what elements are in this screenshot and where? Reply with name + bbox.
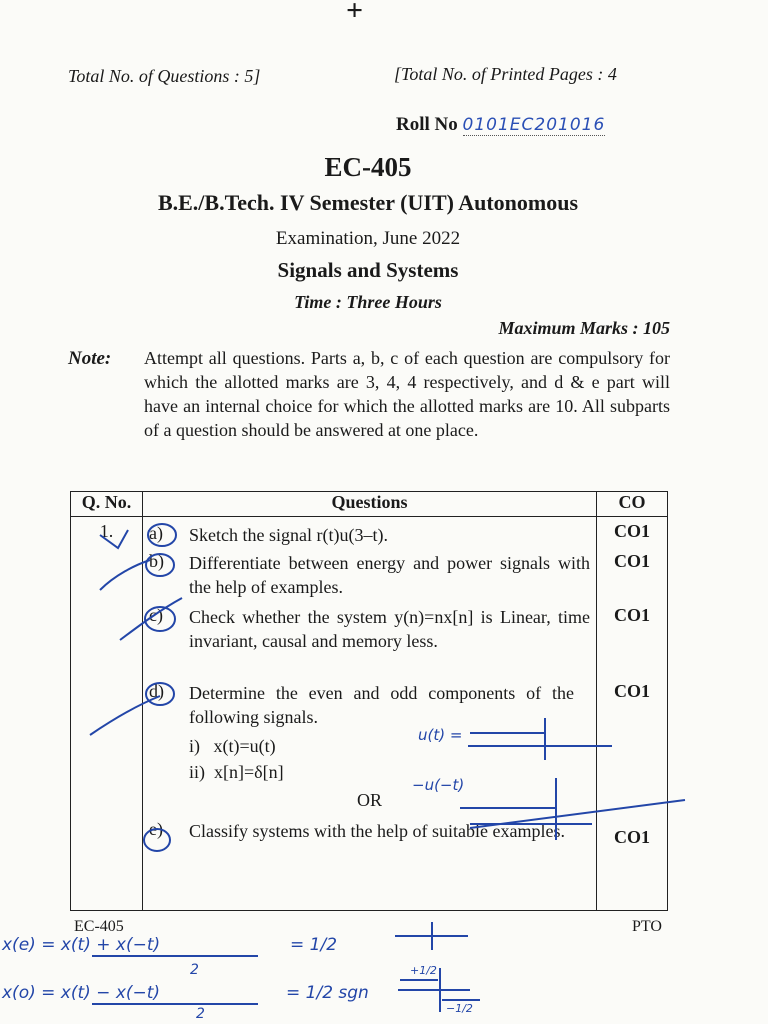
- co-e: CO1: [614, 827, 650, 847]
- part-text: Check whether the system y(n)=nx[n] is Linear, time invariant, causal and memory less.: [189, 607, 590, 651]
- or-separator: OR: [356, 790, 382, 810]
- part-label: c): [149, 605, 163, 625]
- header-qno: Q. No.: [71, 492, 143, 517]
- course-code: EC-405: [324, 152, 412, 182]
- note-text: Attempt all questions. Parts a, b, c of each question are compulsory for which the allotted marks are 3, 4, 4 respectively, and d & e part will have an internal choice for which the allotted marks are 10. All subparts of a question should be answered at one place.: [144, 348, 670, 440]
- co-a: CO1: [614, 521, 650, 541]
- circle-mark-d: [146, 683, 174, 705]
- roll-value: 0101EC201016: [462, 115, 606, 135]
- tick-mark-1: [100, 530, 128, 548]
- hw-odd-den: 2: [196, 1006, 205, 1022]
- total-pages: [Total No. of Printed Pages : 4: [394, 64, 617, 84]
- subpart-i: i) x(t)=u(t): [189, 736, 276, 756]
- hw-step-plot-1: [468, 718, 612, 760]
- header-co: CO: [597, 492, 668, 517]
- hw-odd-rhs: = 1/2 sgn: [286, 983, 369, 1003]
- exam-duration: Time : Three Hours: [294, 292, 442, 312]
- hw-even-rhs: = 1/2: [290, 935, 338, 955]
- part-text: Sketch the signal r(t)u(3–t).: [189, 525, 388, 545]
- footer-pto: PTO: [632, 918, 662, 935]
- co-d: CO1: [614, 681, 650, 701]
- part-label: b): [149, 551, 164, 571]
- hw-u-t: u(t) =: [418, 726, 463, 744]
- co-b: CO1: [614, 551, 650, 571]
- circle-mark-b: [146, 554, 174, 576]
- tick-mark-c: [120, 598, 182, 640]
- hw-step-plot-2: [460, 778, 685, 840]
- total-questions: Total No. of Questions : 5]: [68, 66, 261, 86]
- maximum-marks: Maximum Marks : 105: [498, 318, 670, 338]
- roll-label: Roll No: [396, 114, 458, 135]
- degree-title: B.E./B.Tech. IV Semester (UIT) Autonomous: [157, 190, 579, 215]
- part-text: Differentiate between energy and power signals with the help of examples.: [189, 553, 590, 597]
- part-label: a): [149, 523, 163, 543]
- hw-even-plot: [395, 922, 468, 950]
- exam-session: Examination, June 2022: [275, 228, 461, 249]
- hw-even-den: 2: [190, 962, 199, 978]
- hw-minus-half: −1/2: [446, 1002, 473, 1015]
- tick-mark-b: [100, 560, 150, 590]
- question-number: 1.: [71, 517, 143, 911]
- co-c: CO1: [614, 605, 650, 625]
- subpart-ii: ii) x[n]=δ[n]: [189, 762, 284, 782]
- hw-minus-u: −u(−t): [412, 776, 465, 794]
- part-d-text: Determine the even and odd components of the following signals.: [189, 683, 574, 727]
- part-text: Classify systems with the help of suitable examples.: [189, 821, 565, 841]
- subject-title: Signals and Systems: [277, 258, 459, 282]
- circle-mark-e: [144, 829, 170, 851]
- part-label: d): [149, 681, 164, 701]
- hw-plus-half: +1/2: [410, 964, 437, 977]
- footer-course-code: EC-405: [74, 918, 124, 935]
- header-questions: Questions: [143, 492, 597, 517]
- hw-odd-eq: x(o) = x(t) − x(−t): [2, 983, 161, 1003]
- top-plus-mark: +: [346, 0, 364, 27]
- circle-mark-a: [148, 524, 176, 546]
- note-label: Note:: [68, 348, 112, 369]
- hw-even-eq: x(e) = x(t) + x(−t): [2, 935, 161, 955]
- part-label: e): [149, 819, 163, 839]
